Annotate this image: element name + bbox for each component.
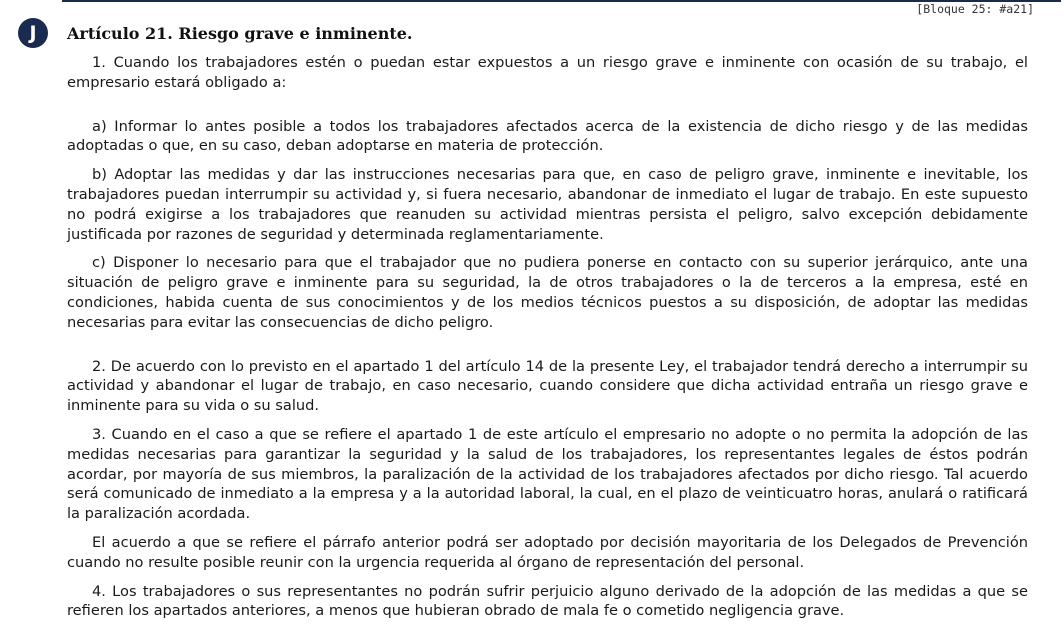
- header-rule: [62, 0, 1061, 2]
- article-title: Artículo 21. Riesgo grave e inminente.: [67, 24, 413, 43]
- paragraph-2: 2. De acuerdo con lo previsto en el apartado 1 del artículo 14 de la presente Ley, el trabajador tendrá derecho a interrumpir su actividad y abandonar el lugar de trabajo, en caso necesario, cuando considere que dicha actividad entraña un riesgo grave e inminente para su vida o su salud.: [67, 357, 1028, 415]
- block-reference[interactable]: [Bloque 25: #a21]: [916, 2, 1034, 16]
- paragraph-1a: a) Informar lo antes posible a todos los trabajadores afectados acerca de la existencia de dicho riesgo y de las medidas adoptadas o que, en su caso, deban adoptarse en materia de protección.: [67, 117, 1028, 155]
- section-badge-icon: J: [18, 18, 48, 48]
- paragraph-1b: b) Adoptar las medidas y dar las instrucciones necesarias para que, en caso de peligro grave, inminente e inevitable, los trabajadores puedan interrumpir su actividad y, si fuera necesario, abandonar de inmediato el lugar de trabajo. En este supuesto no podrá exigirse a los trabajadores que reanuden su actividad mientras persista el peligro, salvo excepción debidamente justificada por razones de seguridad y determinada reglamentariamente.: [67, 166, 1028, 243]
- paragraph-1: 1. Cuando los trabajadores estén o puedan estar expuestos a un riesgo grave e inminente con ocasión de su trabajo, el empresario estará obligado a:: [67, 54, 1028, 91]
- article-content: [67, 24, 1028, 630]
- paragraph-4: 4. Los trabajadores o sus representantes no podrán sufrir perjuicio alguno derivado de la adopción de las medidas a que se refieren los apartados anteriores, a menos que hubieran obrado de mala fe o cometido negligencia grave.: [67, 582, 1028, 620]
- paragraph-3-continued: El acuerdo a que se refiere el párrafo anterior podrá ser adoptado por decisión mayoritaria de los Delegados de Prevención cuando no resulte posible reunir con la urgencia requerida al órgano de representación del personal.: [67, 533, 1028, 571]
- paragraph-1c: c) Disponer lo necesario para que el trabajador que no pudiera ponerse en contacto con su superior jerárquico, ante una situación de peligro grave e inminente para su seguridad, la de otros trabajadores o la de terceros a la empresa, esté en condiciones, habida cuenta de sus conocimientos y de los medios técnicos puestos a su disposición, de adoptar las medidas necesarias para evitar las consecuencias de dicho peligro.: [67, 254, 1028, 331]
- paragraph-3: 3. Cuando en el caso a que se refiere el apartado 1 de este artículo el empresario no adopte o no permita la adopción de las medidas necesarias para garantizar la seguridad y la salud de los trabajadores, los representantes legales de éstos podrán acordar, por mayoría de sus miembros, la paralización de la actividad de los trabajadores afectados por dicho riesgo. Tal acuerdo será comunicado de inmediato a la empresa y a la autoridad laboral, la cual, en el plazo de veinticuatro horas, anulará o ratificará la paralización acordada.: [67, 425, 1028, 523]
